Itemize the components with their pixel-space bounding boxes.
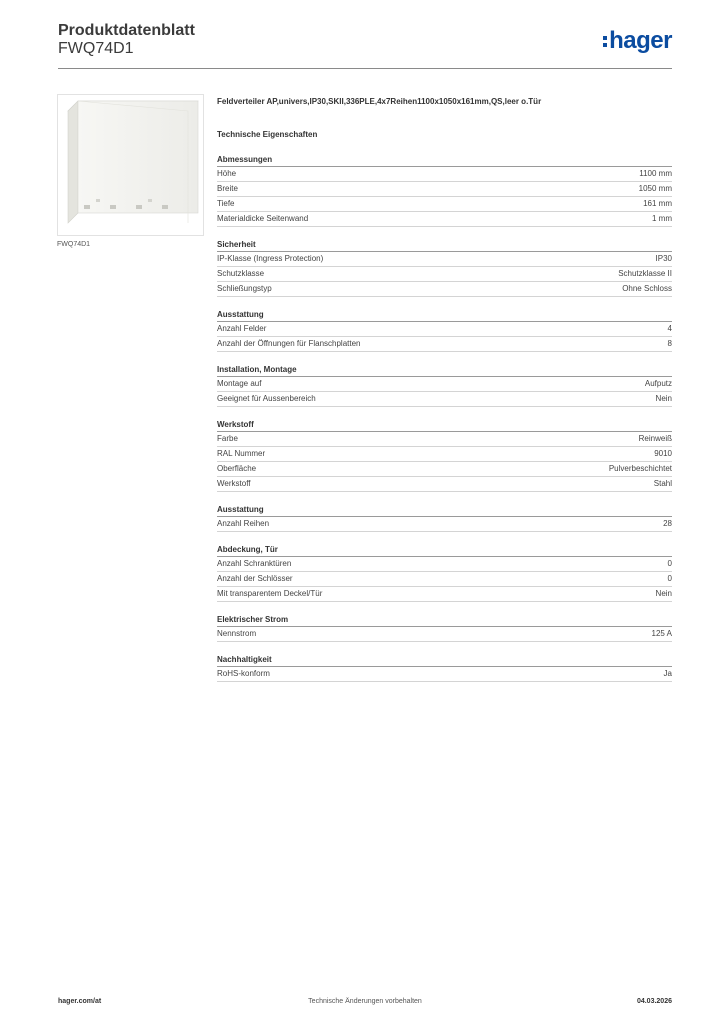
property-label: RoHS-konform (217, 669, 270, 678)
property-value: Aufputz (644, 379, 672, 388)
property-value: Stahl (653, 479, 672, 488)
property-value: Reinweiß (638, 434, 672, 443)
property-group (217, 544, 672, 602)
property-group (217, 154, 672, 227)
group-title: Abmessungen (217, 154, 672, 167)
property-row (217, 627, 672, 642)
property-group (217, 614, 672, 642)
property-value: Schutzklasse II (618, 269, 672, 278)
property-row (217, 282, 672, 297)
footer-date: 04.03.2026 (636, 998, 672, 1005)
property-row (217, 667, 672, 682)
logo-dots-icon (603, 36, 607, 47)
property-row (217, 337, 672, 352)
property-label: Werkstoff (217, 479, 251, 488)
property-row (217, 462, 672, 477)
property-row (217, 212, 672, 227)
property-label: Breite (217, 184, 238, 193)
property-value: Nein (655, 589, 672, 598)
property-label: Höhe (217, 169, 237, 178)
property-label: Anzahl Reihen (217, 519, 270, 528)
property-value: 125 A (651, 629, 672, 638)
property-value: 1100 mm (639, 169, 672, 178)
property-row (217, 477, 672, 492)
image-caption: FWQ74D1 (57, 241, 91, 248)
page-footer (58, 998, 672, 1010)
property-group (217, 309, 672, 352)
property-row (217, 167, 672, 182)
page-title: Produktdatenblatt (58, 22, 195, 39)
property-value: Ja (663, 669, 672, 678)
hager-logo (603, 26, 672, 56)
property-row (217, 322, 672, 337)
property-label: IP-Klasse (Ingress Protection) (217, 254, 324, 263)
property-value: 1050 mm (638, 184, 672, 193)
property-row (217, 377, 672, 392)
property-row (217, 572, 672, 587)
property-group (217, 419, 672, 492)
property-group (217, 654, 672, 682)
group-title: Werkstoff (217, 419, 672, 432)
property-value: Ohne Schloss (622, 284, 672, 293)
property-row (217, 447, 672, 462)
property-row (217, 267, 672, 282)
property-label: Anzahl der Öffnungen für Flanschplatten (217, 339, 361, 348)
property-label: Nennstrom (217, 629, 257, 638)
property-label: Oberfläche (217, 464, 257, 473)
property-row (217, 557, 672, 572)
footer-website: hager.com/at (58, 998, 102, 1005)
group-title: Elektrischer Strom (217, 614, 672, 627)
property-label: RAL Nummer (217, 449, 266, 458)
group-title: Ausstattung (217, 309, 672, 322)
property-group (217, 364, 672, 407)
property-label: Tiefe (217, 199, 235, 208)
property-label: Farbe (217, 434, 238, 443)
property-label: Anzahl der Schlösser (217, 574, 293, 583)
datasheet-content (217, 96, 672, 682)
property-label: Geeignet für Aussenbereich (217, 394, 316, 403)
property-label: Mit transparentem Deckel/Tür (217, 589, 323, 598)
property-value: 4 (667, 324, 672, 333)
property-label: Materialdicke Seitenwand (217, 214, 309, 223)
product-description: Feldverteiler AP,univers,IP30,SKII,336PLE,4x7Reihen1100x1050x161mm,QS,leer o.Tür (217, 97, 542, 106)
product-code: FWQ74D1 (58, 40, 134, 57)
property-row (217, 197, 672, 212)
group-title: Sicherheit (217, 239, 672, 252)
property-label: Anzahl Schranktüren (217, 559, 292, 568)
property-value: Pulverbeschichtet (608, 464, 672, 473)
property-row (217, 587, 672, 602)
footer-notice: Technische Änderungen vorbehalten (308, 998, 422, 1005)
logo-text: hager (609, 27, 672, 54)
group-title: Nachhaltigkeit (217, 654, 672, 667)
section-title: Technische Eigenschaften (217, 130, 318, 139)
property-value: 28 (663, 519, 672, 528)
property-value: 9010 (654, 449, 672, 458)
property-value: 0 (667, 574, 672, 583)
group-title: Abdeckung, Tür (217, 544, 672, 557)
property-value: 161 mm (643, 199, 672, 208)
property-value: Nein (655, 394, 672, 403)
property-value: IP30 (655, 254, 672, 263)
property-label: Montage auf (217, 379, 262, 388)
property-row (217, 392, 672, 407)
property-label: Schutzklasse (217, 269, 265, 278)
product-image (57, 94, 204, 236)
property-row (217, 252, 672, 267)
property-row (217, 432, 672, 447)
property-label: Anzahl Felder (217, 324, 267, 333)
group-title: Installation, Montage (217, 364, 672, 377)
property-value: 0 (667, 559, 672, 568)
group-title: Ausstattung (217, 504, 672, 517)
property-label: Schließungstyp (217, 284, 272, 293)
property-group (217, 504, 672, 532)
property-row (217, 182, 672, 197)
property-value: 8 (667, 339, 672, 348)
property-group (217, 239, 672, 297)
page-header (58, 20, 672, 69)
enclosure-illustration-icon (58, 95, 203, 235)
property-value: 1 mm (652, 214, 672, 223)
property-row (217, 517, 672, 532)
property-groups (217, 154, 672, 682)
